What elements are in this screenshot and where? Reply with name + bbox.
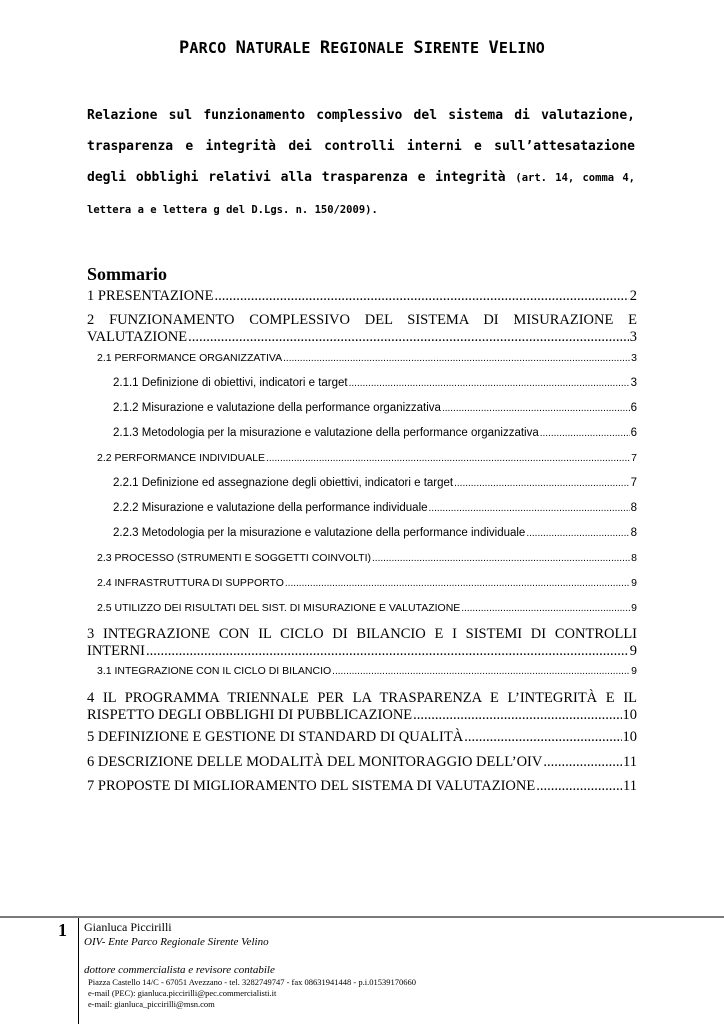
toc-entry-title: 2.1 PERFORMANCE ORGANIZZATIVA [97, 352, 283, 364]
toc-entry[interactable] [87, 552, 637, 564]
toc-entry-title: INTERNI [87, 643, 145, 659]
footer-divider [0, 916, 724, 918]
toc-page-number: 6 [630, 427, 637, 439]
footer-author-role: OIV- Ente Parco Regionale Sirente Velino [84, 936, 269, 948]
toc-page-number: 7 [631, 452, 637, 464]
toc-page-number: 2 [629, 288, 637, 304]
toc-page-number: 3 [629, 329, 637, 345]
toc-entry-title: 1 PRESENTAZIONE [87, 288, 214, 304]
footer-pec-email: e-mail (PEC): gianluca.piccirilli@pec.commercialisti.it [88, 988, 277, 998]
footer-vertical-divider [78, 918, 79, 1024]
toc-entry-title: 2.2.2 Misurazione e valutazione della performance individuale [113, 502, 428, 514]
title-word: EGIONALE [330, 39, 414, 57]
toc-entry-title: 2.3 PROCESSO (STRUMENTI E SOGGETTI COINVOLTI) [97, 552, 372, 564]
toc-entry[interactable] [87, 427, 637, 439]
toc-page-number: 3 [630, 377, 637, 389]
toc-page-number: 11 [623, 754, 637, 770]
toc-entry-title: 2.2 PERFORMANCE INDIVIDUALE [97, 452, 266, 464]
toc-entry-title: 2.4 INFRASTRUTTURA DI SUPPORTO [97, 577, 284, 589]
footer-author-name: Gianluca Piccirilli [84, 920, 172, 934]
page-number: 1 [58, 920, 67, 940]
dot-leader [283, 353, 630, 364]
toc-entry-title: 3 INTEGRAZIONE CON IL CICLO DI BILANCIO E I SISTEMI DI CONTROLLI [87, 626, 637, 642]
document-title [0, 38, 724, 58]
toc-entry[interactable] [87, 352, 637, 364]
toc-entry[interactable] [87, 577, 637, 589]
report-description [87, 100, 635, 226]
toc-entry-title: 7 PROPOSTE DI MIGLIORAMENTO DEL SISTEMA DI VALUTAZIONE [87, 778, 536, 794]
dot-leader [188, 329, 629, 346]
toc-entry[interactable] [87, 477, 637, 489]
toc-entry[interactable] [87, 602, 637, 614]
dot-leader [413, 707, 621, 724]
dot-leader [536, 778, 622, 795]
title-word: ATURALE [246, 39, 320, 57]
title-initial: R [319, 38, 331, 58]
dot-leader [464, 729, 621, 746]
toc-entry-title: RISPETTO DEGLI OBBLIGHI DI PUBBLICAZIONE [87, 707, 413, 723]
toc-page-number: 7 [630, 477, 637, 489]
footer-email: e-mail: gianluca_piccirilli@msn.com [88, 999, 215, 1009]
title-word: ELINO [498, 39, 546, 57]
dot-leader [349, 378, 630, 389]
toc-entry[interactable] [87, 288, 637, 305]
dot-leader [372, 553, 630, 564]
toc-page-number: 8 [631, 552, 637, 564]
toc-page-number: 10 [622, 707, 637, 723]
toc-entry[interactable] [87, 754, 637, 771]
dot-leader [543, 754, 622, 771]
toc-entry-title: 5 DEFINIZIONE E GESTIONE DI STANDARD DI QUALITÀ [87, 729, 464, 745]
toc-entry[interactable] [87, 527, 637, 539]
toc-entry[interactable] [87, 402, 637, 414]
toc-entry[interactable] [87, 690, 637, 724]
toc-entry[interactable] [87, 452, 637, 464]
footer-address: Piazza Castello 14/C - 67051 Avezzano - tel. 3282749747 - fax 08631941448 - p.i.01539170660 [88, 977, 416, 987]
law-reference: (art. 14, comma 4, lettera a e lettera g del D.Lgs. n. 150/2009). [87, 172, 635, 216]
toc-entry-title: 6 DESCRIZIONE DELLE MODALITÀ DEL MONITORAGGIO DELL’OIV [87, 754, 543, 770]
title-initial: P [178, 38, 190, 58]
title-word: IRENTE [423, 39, 489, 57]
toc-entry-title: 2.5 UTILIZZO DEI RISULTATI DEL SIST. DI MISURAZIONE E VALUTAZIONE [97, 602, 461, 614]
title-initial: V [488, 38, 499, 58]
toc-entry[interactable] [87, 377, 637, 389]
toc-page-number: 9 [631, 665, 637, 677]
toc-page-number: 11 [623, 778, 637, 794]
dot-leader [429, 503, 630, 514]
toc-page-number: 9 [629, 643, 637, 659]
dot-leader [540, 428, 630, 439]
dot-leader [461, 603, 630, 614]
toc-page-number: 6 [630, 402, 637, 414]
dot-leader [332, 666, 630, 677]
toc-entry-title: 2.2.3 Metodologia per la misurazione e valutazione della performance individuale [113, 527, 526, 539]
dot-leader [215, 288, 629, 305]
dot-leader [266, 453, 630, 464]
dot-leader [526, 528, 629, 539]
dot-leader [442, 403, 630, 414]
toc-entry-title: 2.1.2 Misurazione e valutazione della performance organizzativa [113, 402, 441, 414]
footer-profession: dottore commercialista e revisore contabile [84, 964, 275, 976]
toc-heading: Sommario [87, 264, 167, 284]
toc-entry[interactable] [87, 626, 637, 660]
dot-leader [146, 643, 629, 660]
dot-leader [454, 478, 629, 489]
toc-entry[interactable] [87, 665, 637, 677]
title-initial: N [235, 38, 246, 58]
toc-entry-title: 2.1.3 Metodologia per la misurazione e valutazione della performance organizzativa [113, 427, 539, 439]
toc-entry-title: 2.2.1 Definizione ed assegnazione degli obiettivi, indicatori e target [113, 477, 454, 489]
toc-page-number: 9 [631, 577, 637, 589]
dot-leader [285, 578, 630, 589]
toc-entry[interactable] [87, 778, 637, 795]
title-word: ARCO [189, 39, 236, 57]
toc-entry-title: 3.1 INTEGRAZIONE CON IL CICLO DI BILANCIO [97, 665, 332, 677]
toc-page-number: 8 [630, 527, 637, 539]
title-initial: S [413, 38, 424, 58]
toc-entry[interactable] [87, 502, 637, 514]
toc-page-number: 3 [631, 352, 637, 364]
toc-entry[interactable] [87, 729, 637, 746]
toc-entry-title: 2.1.1 Definizione di obiettivi, indicatori e target [113, 377, 348, 389]
toc-page-number: 8 [630, 502, 637, 514]
toc-entry-title: 4 IL PROGRAMMA TRIENNALE PER LA TRASPARENZA E L’INTEGRITÀ E IL [87, 690, 637, 706]
toc-entry-title: 2 FUNZIONAMENTO COMPLESSIVO DEL SISTEMA DI MISURAZIONE E [87, 312, 637, 328]
toc-entry-title: VALUTAZIONE [87, 329, 188, 345]
report-description-main: Relazione sul funzionamento complessivo del sistema di valutazione, trasparenza e integrità dei controlli interni e sull’attesatazione degli obblighi relativi alla trasparenza e integrità [87, 108, 635, 185]
toc-page-number: 9 [631, 602, 637, 614]
toc-page-number: 10 [622, 729, 637, 745]
toc-entry[interactable] [87, 312, 637, 346]
